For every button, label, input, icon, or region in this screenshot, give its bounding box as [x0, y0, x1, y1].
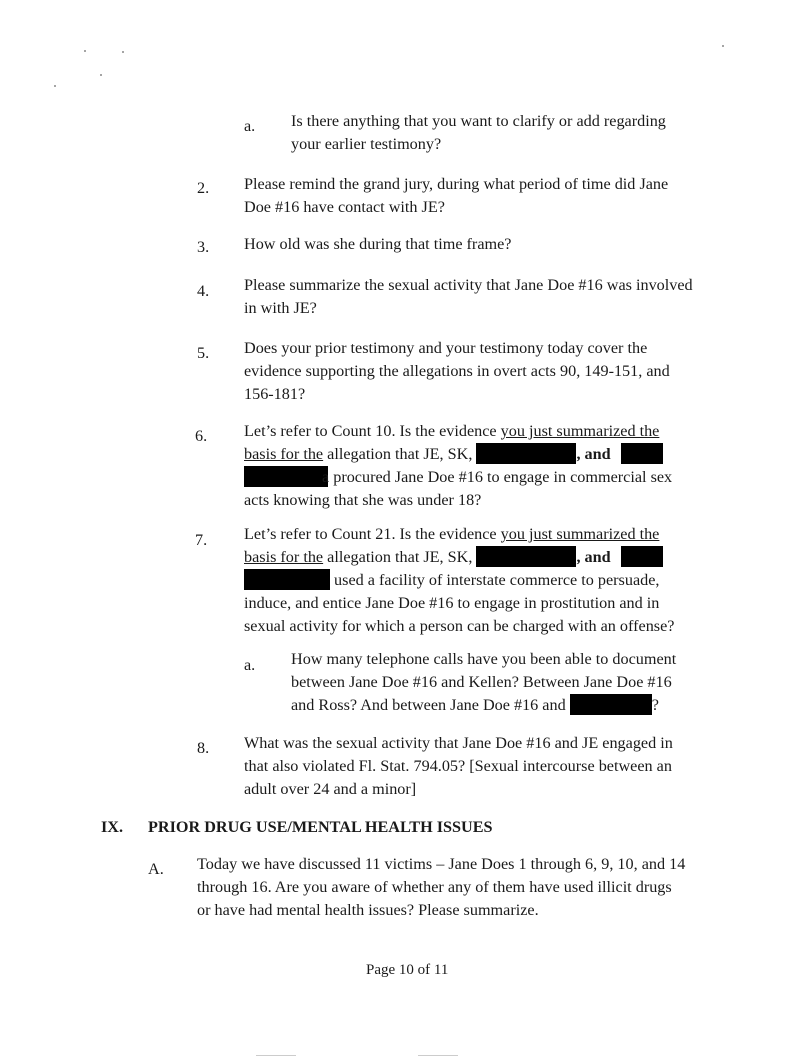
item-text: [244, 233, 511, 256]
text-line: Let’s refer to Count 21. Is the evidence you just summarized the: [244, 525, 660, 543]
text-line: and Ross? And between Jane Doe #16 and ?: [291, 696, 659, 714]
text-line: that also violated Fl. Stat. 794.05? [Sexual intercourse between an: [244, 757, 672, 775]
item-number: a.: [244, 656, 256, 674]
text-line: evidence supporting the allegations in overt acts 90, 149-151, and: [244, 362, 670, 380]
scan-speck: [100, 74, 102, 76]
text-line: Today we have discussed 11 victims – Jane Does 1 through 6, 9, 10, and 14: [197, 855, 686, 873]
text-line: Doe #16 have contact with JE?: [244, 198, 445, 216]
text-line: Please summarize the sexual activity that Jane Doe #16 was involved: [244, 276, 693, 294]
redaction-box: [244, 466, 328, 487]
item-number: 5.: [197, 344, 210, 362]
text-line: How many telephone calls have you been able to document: [291, 650, 677, 668]
scan-artifact: [256, 1055, 296, 1056]
text-line: Is there anything that you want to clarify or add regarding: [291, 112, 666, 130]
text-line: Let’s refer to Count 10. Is the evidence you just summarized the: [244, 422, 660, 440]
item-text: [244, 523, 724, 638]
page-number: Page 10 of 11: [366, 962, 449, 978]
item-text: [244, 420, 714, 512]
text-line: acts knowing that she was under 18?: [244, 491, 482, 509]
item-text: [291, 110, 666, 156]
text-line: How old was she during that time frame?: [244, 235, 512, 253]
text-line: basis for the allegation that JE, SK, , and: [244, 546, 724, 569]
text-line: basis for the allegation that JE, SK, , and: [244, 443, 714, 466]
section-number: IX.: [101, 818, 124, 836]
text-line: through 16. Are you aware of whether any of them have used illicit drugs: [197, 878, 672, 896]
text-line: Please remind the grand jury, during what period of time did Jane: [244, 175, 669, 193]
scan-artifact: [418, 1055, 458, 1056]
item-text: [244, 274, 693, 320]
item-text: [197, 853, 685, 922]
scan-speck: [122, 51, 124, 53]
text-line: What was the sexual activity that Jane Doe #16 and JE engaged in: [244, 734, 673, 752]
text-line: used a facility of interstate commerce to persuade,: [244, 569, 724, 592]
text-line: between Jane Doe #16 and Kellen? Between Jane Doe #16: [291, 673, 672, 691]
scan-speck: [722, 45, 724, 47]
text-line: in with JE?: [244, 299, 317, 317]
item-number: 8.: [197, 739, 210, 757]
item-text: [244, 732, 673, 801]
text-line: Does your prior testimony and your testimony today cover the: [244, 339, 648, 357]
item-number: 2.: [197, 179, 210, 197]
item-number: 3.: [197, 238, 210, 256]
text-line: your earlier testimony?: [291, 135, 442, 153]
scan-speck: [84, 50, 86, 52]
redaction-box: [621, 443, 663, 464]
item-number: 7.: [195, 531, 208, 549]
item-number: a.: [244, 117, 256, 135]
item-text: [291, 648, 731, 717]
text-line: induce, and entice Jane Doe #16 to engage in prostitution and in: [244, 594, 660, 612]
redaction-box: [244, 569, 330, 590]
item-number: 6.: [195, 427, 208, 445]
section-title: PRIOR DRUG USE/MENTAL HEALTH ISSUES: [148, 818, 493, 836]
text-line: 156-181?: [244, 385, 306, 403]
redaction-box: [621, 546, 663, 567]
scan-speck: [54, 85, 56, 87]
text-line: adult over 24 and a minor]: [244, 780, 417, 798]
redaction-box: [476, 443, 576, 464]
text-line: sexual activity for which a person can be charged with an offense?: [244, 617, 675, 635]
item-text: [244, 337, 670, 406]
item-text: [244, 173, 668, 219]
text-line: or have had mental health issues? Please summarize.: [197, 901, 539, 919]
item-number: 4.: [197, 282, 210, 300]
redaction-box: [476, 546, 576, 567]
text-line: a procured Jane Doe #16 to engage in commercial sex: [244, 466, 714, 489]
redaction-box: [570, 694, 652, 715]
item-number: A.: [148, 860, 164, 878]
